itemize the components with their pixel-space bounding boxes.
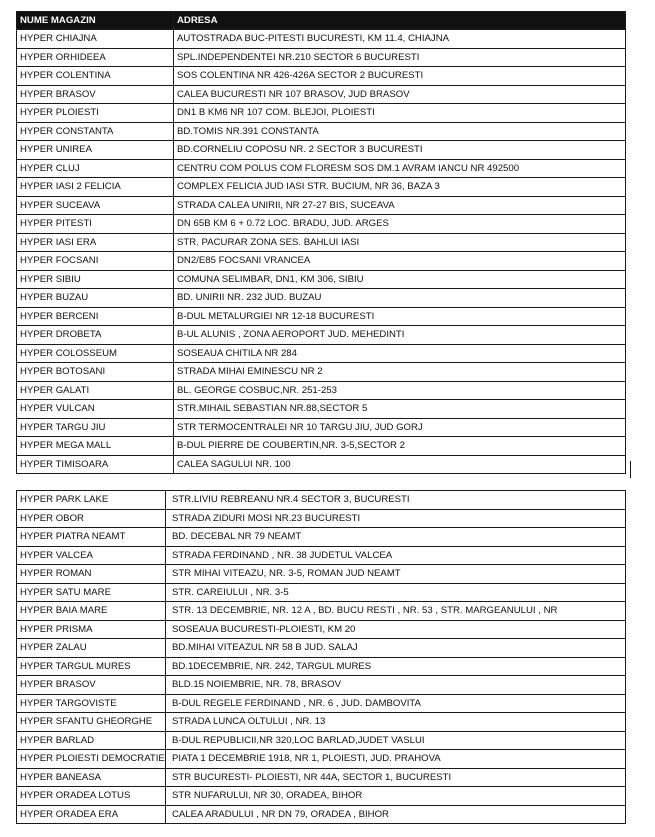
table-row (17, 344, 626, 363)
table-row (17, 509, 626, 528)
address-cell: DN 65B KM 6 + 0.72 LOC. BRADU, JUD. ARGES (174, 215, 626, 234)
store-name-cell: HYPER SATU MARE (17, 583, 166, 602)
column-header-store-name: NUME MAGAZIN (17, 12, 174, 30)
table-row (17, 381, 626, 400)
table-row (17, 141, 626, 160)
address-cell: STRADA CALEA UNIRII, NR 27-27 BIS, SUCEAVA (174, 196, 626, 215)
address-cell: STR NUFARULUI, NR 30, ORADEA, BIHOR (166, 787, 626, 806)
store-name-cell: HYPER FOCSANI (17, 252, 174, 271)
address-cell: BL. GEORGE COSBUC,NR. 251-253 (174, 381, 626, 400)
store-name-cell: HYPER VALCEA (17, 546, 166, 565)
address-cell: SOSEAUA BUCURESTI-PLOIESTI, KM 20 (166, 620, 626, 639)
table-row (17, 491, 626, 510)
store-name-cell: HYPER SIBIU (17, 270, 174, 289)
table-row (17, 178, 626, 197)
address-cell: BD. DECEBAL NR 79 NEAMT (166, 528, 626, 547)
address-cell: STR MIHAI VITEAZU, NR. 3-5, ROMAN JUD NEAMT (166, 565, 626, 584)
table-row (17, 122, 626, 141)
table-header-row (17, 12, 626, 30)
table-row (17, 639, 626, 658)
store-name-cell: HYPER PLOIESTI DEMOCRATIE (17, 750, 166, 769)
address-cell: DN1 B KM6 NR 107 COM. BLEJOI, PLOIESTI (174, 104, 626, 123)
table-row (17, 400, 626, 419)
store-name-cell: HYPER UNIREA (17, 141, 174, 160)
table-edge-mark (630, 461, 631, 478)
store-name-cell: HYPER VULCAN (17, 400, 174, 419)
table-row (17, 676, 626, 695)
store-name-cell: HYPER ORADEA LOTUS (17, 787, 166, 806)
address-cell: B-DUL REPUBLICII,NR 320,LOC BARLAD,JUDET VASLUI (166, 731, 626, 750)
column-header-address: ADRESA (174, 12, 626, 30)
address-cell: B-UL ALUNIS , ZONA AEROPORT JUD. MEHEDINTI (174, 326, 626, 345)
store-name-cell: HYPER BAIA MARE (17, 602, 166, 621)
store-name-cell: HYPER DROBETA (17, 326, 174, 345)
store-name-cell: HYPER ZALAU (17, 639, 166, 658)
store-name-cell: HYPER SUCEAVA (17, 196, 174, 215)
address-cell: STR. PACURAR ZONA SES. BAHLUI IASI (174, 233, 626, 252)
address-cell: STR TERMOCENTRALEI NR 10 TARGU JIU, JUD GORJ (174, 418, 626, 437)
store-name-cell: HYPER TARGUL MURES (17, 657, 166, 676)
table-body (17, 30, 626, 474)
address-cell: B-DUL REGELE FERDINAND , NR. 6 , JUD. DAMBOVITA (166, 694, 626, 713)
table-row (17, 196, 626, 215)
address-cell: STR. 13 DECEMBRIE, NR. 12 A , BD. BUCU RESTI , NR. 53 , STR. MARGEANULUI , NR (166, 602, 626, 621)
table-row (17, 252, 626, 271)
address-cell: B-DUL PIERRE DE COUBERTIN,NR. 3-5,SECTOR 2 (174, 437, 626, 456)
address-cell: SOSEAUA CHITILA NR 284 (174, 344, 626, 363)
store-name-cell: HYPER SFANTU GHEORGHE (17, 713, 166, 732)
table-row (17, 620, 626, 639)
store-name-cell: HYPER BOTOSANI (17, 363, 174, 382)
table-row (17, 713, 626, 732)
table-row (17, 30, 626, 49)
store-name-cell: HYPER ORADEA ERA (17, 805, 166, 824)
store-name-cell: HYPER COLENTINA (17, 67, 174, 86)
table-row (17, 768, 626, 787)
store-name-cell: HYPER CLUJ (17, 159, 174, 178)
store-name-cell: HYPER GALATI (17, 381, 174, 400)
address-cell: AUTOSTRADA BUC-PITESTI BUCURESTI, KM 11.4, CHIAJNA (174, 30, 626, 49)
table-row (17, 215, 626, 234)
address-cell: DN2/E85 FOCSANI VRANCEA (174, 252, 626, 271)
address-cell: SOS COLENTINA NR 426-426A SECTOR 2 BUCURESTI (174, 67, 626, 86)
store-name-cell: HYPER IASI ERA (17, 233, 174, 252)
table-row (17, 326, 626, 345)
address-cell: CALEA BUCURESTI NR 107 BRASOV, JUD BRASOV (174, 85, 626, 104)
store-name-cell: HYPER TARGOVISTE (17, 694, 166, 713)
store-name-cell: HYPER BRASOV (17, 85, 174, 104)
store-name-cell: HYPER PRISMA (17, 620, 166, 639)
address-cell: STR.LIVIU REBREANU NR.4 SECTOR 3, BUCURESTI (166, 491, 626, 510)
store-name-cell: HYPER BERCENI (17, 307, 174, 326)
address-cell: BD.TOMIS NR.391 CONSTANTA (174, 122, 626, 141)
store-name-cell: HYPER BARLAD (17, 731, 166, 750)
address-cell: BD.1DECEMBRIE, NR. 242, TARGUL MURES (166, 657, 626, 676)
address-cell: STR.MIHAIL SEBASTIAN NR.88,SECTOR 5 (174, 400, 626, 419)
table-row (17, 694, 626, 713)
table-row (17, 455, 626, 474)
address-cell: BD. UNIRII NR. 232 JUD. BUZAU (174, 289, 626, 308)
table-row (17, 418, 626, 437)
store-name-cell: HYPER PIATRA NEAMT (17, 528, 166, 547)
table-row (17, 104, 626, 123)
table-row (17, 85, 626, 104)
address-cell: STR BUCURESTI- PLOIESTI, NR 44A, SECTOR 1, BUCURESTI (166, 768, 626, 787)
address-cell: CENTRU COM POLUS COM FLORESM SOS DM.1 AVRAM IANCU NR 492500 (174, 159, 626, 178)
address-cell: COMPLEX FELICIA JUD IASI STR. BUCIUM, NR 36, BAZA 3 (174, 178, 626, 197)
address-cell: STRADA FERDINAND , NR. 38 JUDETUL VALCEA (166, 546, 626, 565)
table-row (17, 805, 626, 824)
address-cell: STRADA ZIDURI MOSI NR.23 BUCURESTI (166, 509, 626, 528)
store-name-cell: HYPER ORHIDEEA (17, 48, 174, 67)
table-row (17, 731, 626, 750)
address-cell: STRADA LUNCA OLTULUI , NR. 13 (166, 713, 626, 732)
store-name-cell: HYPER PITESTI (17, 215, 174, 234)
table-row (17, 233, 626, 252)
address-cell: B-DUL METALURGIEI NR 12-18 BUCURESTI (174, 307, 626, 326)
store-name-cell: HYPER IASI 2 FELICIA (17, 178, 174, 197)
table-row (17, 750, 626, 769)
store-name-cell: HYPER CONSTANTA (17, 122, 174, 141)
address-cell: BLD.15 NOIEMBRIE, NR. 78, BRASOV (166, 676, 626, 695)
table-row (17, 528, 626, 547)
store-name-cell: HYPER CHIAJNA (17, 30, 174, 49)
table-row (17, 307, 626, 326)
table-row (17, 363, 626, 382)
address-cell: BD.CORNELIU COPOSU NR. 2 SECTOR 3 BUCURESTI (174, 141, 626, 160)
store-name-cell: HYPER BUZAU (17, 289, 174, 308)
table-row (17, 583, 626, 602)
table-row (17, 565, 626, 584)
table-row (17, 270, 626, 289)
address-cell: COMUNA SELIMBAR, DN1, KM 306, SIBIU (174, 270, 626, 289)
table-row (17, 289, 626, 308)
address-cell: CALEA SAGULUI NR. 100 (174, 455, 626, 474)
store-name-cell: HYPER TARGU JIU (17, 418, 174, 437)
store-table-part-1 (16, 11, 626, 474)
store-name-cell: HYPER OBOR (17, 509, 166, 528)
address-cell: STR. CAREIULUI , NR. 3-5 (166, 583, 626, 602)
address-cell: CALEA ARADULUI , NR DN 79, ORADEA , BIHOR (166, 805, 626, 824)
address-cell: STRADA MIHAI EMINESCU NR 2 (174, 363, 626, 382)
table-body (17, 491, 626, 824)
table-row (17, 657, 626, 676)
table-row (17, 602, 626, 621)
table-row (17, 546, 626, 565)
store-name-cell: HYPER COLOSSEUM (17, 344, 174, 363)
store-name-cell: HYPER MEGA MALL (17, 437, 174, 456)
table-row (17, 159, 626, 178)
store-name-cell: HYPER BANEASA (17, 768, 166, 787)
store-name-cell: HYPER ROMAN (17, 565, 166, 584)
store-name-cell: HYPER PLOIESTI (17, 104, 174, 123)
store-name-cell: HYPER BRASOV (17, 676, 166, 695)
table-row (17, 48, 626, 67)
store-name-cell: HYPER TIMISOARA (17, 455, 174, 474)
table-row (17, 787, 626, 806)
address-cell: PIATA 1 DECEMBRIE 1918, NR 1, PLOIESTI, JUD. PRAHOVA (166, 750, 626, 769)
store-name-cell: HYPER PARK LAKE (17, 491, 166, 510)
address-cell: BD.MIHAI VITEAZUL NR 58 B JUD. SALAJ (166, 639, 626, 658)
store-table-part-2 (16, 490, 626, 824)
table-row (17, 67, 626, 86)
address-cell: SPL.INDEPENDENTEI NR.210 SECTOR 6 BUCURESTI (174, 48, 626, 67)
table-row (17, 437, 626, 456)
